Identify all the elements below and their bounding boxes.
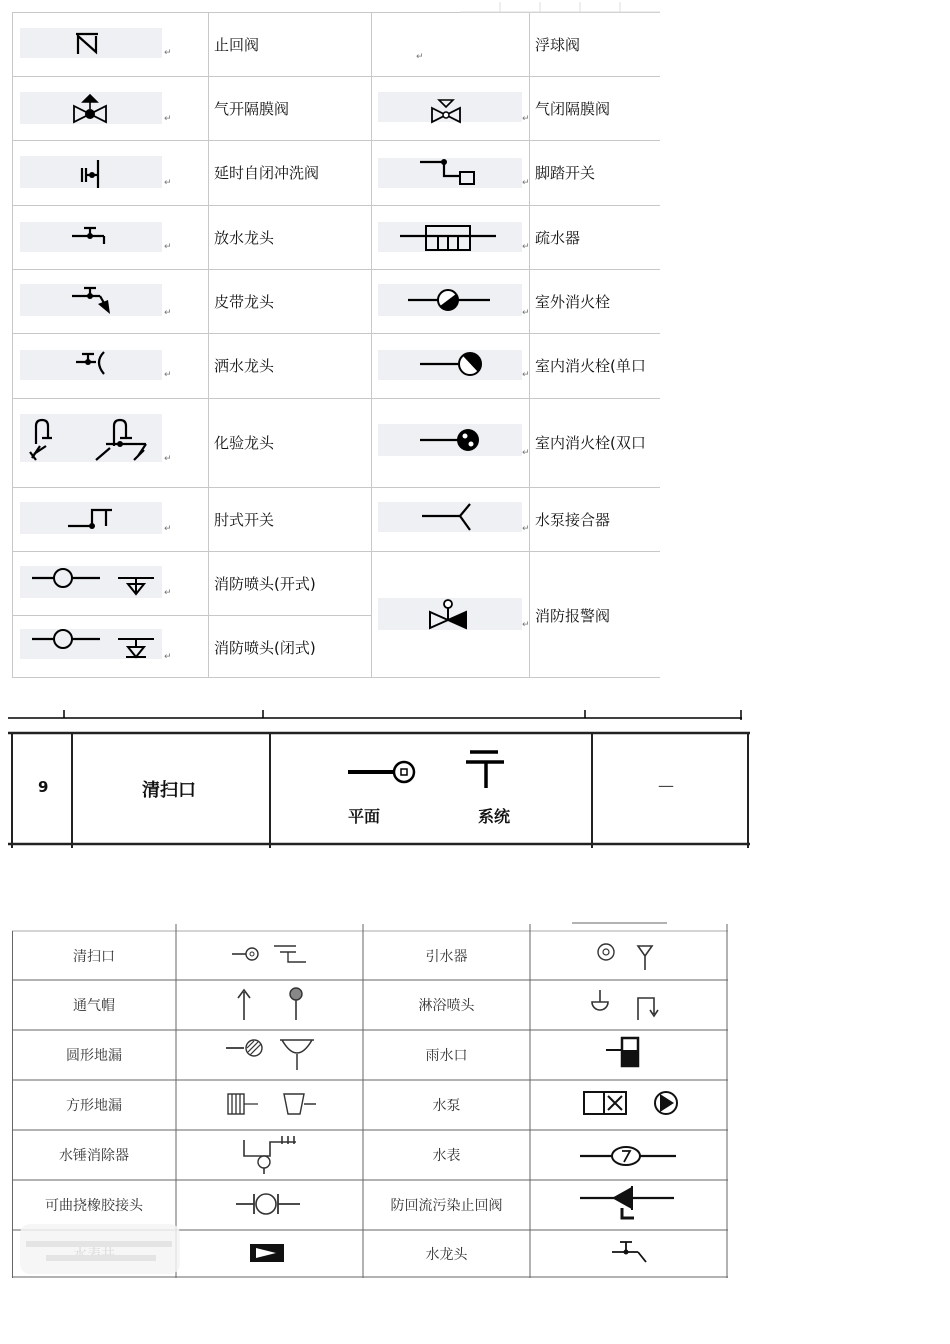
- table1-row-line: [12, 398, 660, 399]
- label-air-open-diaphragm-valve: 气开隔膜阀: [214, 100, 290, 118]
- remark: —: [658, 776, 674, 795]
- label-open-sprinkler: 消防喷头(开式): [214, 575, 316, 593]
- return-mark: ↵: [522, 114, 530, 124]
- label-foot-switch: 脚踏开关: [535, 164, 596, 182]
- fire-alarm-valve-icon: [426, 598, 476, 632]
- steam-trap-icon: [398, 224, 498, 252]
- hose-faucet-icon: [70, 284, 120, 318]
- table1-row-line: [12, 76, 660, 77]
- water-pump-icon: [582, 1088, 692, 1120]
- label-vent-cap: 通气帽: [73, 998, 115, 1014]
- label-indoor-hydrant-double: 室内消火栓(双口: [535, 434, 646, 452]
- label-backflow-preventer: 防回流污染止回阀: [390, 1198, 503, 1214]
- label-closed-sprinkler: 消防喷头(闭式): [214, 639, 316, 657]
- water-meter-icon: [578, 1142, 688, 1172]
- check-valve-icon: [72, 32, 112, 56]
- water-diverter-icon: [592, 940, 662, 972]
- table1-row-line: [12, 487, 660, 488]
- backflow-preventer-icon: [578, 1184, 688, 1224]
- pump-adapter-icon: [420, 502, 480, 534]
- label-cleanout: 清扫口: [73, 948, 115, 965]
- table1-row-line: [12, 205, 660, 206]
- return-mark: ↵: [522, 448, 530, 458]
- table1-row-line: [12, 269, 660, 270]
- label-water-diverter: 引水器: [425, 948, 468, 965]
- table1-col-line: [12, 12, 13, 678]
- label-indoor-hydrant-single: 室内消火栓(单口: [535, 357, 646, 375]
- drain-faucet-icon: [70, 224, 116, 248]
- symbol-table-1: [12, 12, 660, 678]
- open-sprinkler-icon: [30, 568, 160, 598]
- return-mark: ↵: [164, 114, 172, 124]
- label-water-pump: 水泵: [432, 1098, 461, 1114]
- indoor-hydrant-double-icon: [418, 426, 498, 456]
- cleanout-icon: [230, 942, 314, 970]
- return-mark: ↵: [164, 524, 172, 534]
- label-elbow-switch: 肘式开关: [214, 511, 275, 529]
- label-water-meter: 水表: [432, 1148, 461, 1164]
- label-rain-inlet: 雨水口: [425, 1048, 468, 1064]
- cleanout-table: [8, 708, 750, 858]
- return-mark: ↵: [522, 620, 530, 630]
- table1-row-line: [12, 551, 660, 552]
- label-check-valve: 止回阀: [214, 36, 260, 54]
- return-mark: ↵: [522, 242, 530, 252]
- outdoor-hydrant-icon: [404, 286, 494, 316]
- air-open-diaphragm-valve-icon: [68, 94, 112, 124]
- label-fire-alarm-valve: 消防报警阀: [535, 607, 611, 625]
- return-mark: ↵: [164, 308, 172, 318]
- return-mark: ↵: [164, 652, 172, 662]
- closed-sprinkler-icon: [30, 629, 160, 659]
- label-faucet: 水龙头: [425, 1246, 468, 1263]
- return-mark: ↵: [164, 370, 172, 380]
- label-shower-head: 淋浴喷头: [418, 998, 475, 1014]
- table-fragment: [460, 2, 660, 14]
- delay-flush-valve-icon: [78, 158, 108, 188]
- foot-switch-icon: [418, 156, 482, 188]
- meter-well-icon: [248, 1240, 288, 1268]
- label-float-valve: 浮球阀: [535, 36, 581, 54]
- faucet-icon: [610, 1238, 656, 1268]
- square-floor-drain-icon: [224, 1090, 320, 1120]
- label-steam-trap: 疏水器: [535, 229, 581, 247]
- return-mark: ↵: [522, 524, 530, 534]
- label-square-floor-drain: 方形地漏: [66, 1098, 122, 1114]
- elbow-switch-icon: [66, 504, 116, 534]
- table1-col-line: [529, 12, 530, 678]
- return-mark: ↵: [164, 48, 172, 58]
- air-close-diaphragm-valve-icon: [426, 96, 466, 124]
- system-label: 系统: [478, 807, 511, 826]
- label-lab-faucet: 化验龙头: [214, 434, 275, 452]
- cleanout-system-icon: [464, 748, 514, 792]
- table1-row-line: [12, 333, 660, 334]
- label-drain-faucet: 放水龙头: [214, 229, 275, 247]
- label-hose-faucet: 皮带龙头: [214, 293, 275, 311]
- return-mark: ↵: [164, 588, 172, 598]
- rain-inlet-icon: [604, 1034, 654, 1072]
- cleanout-name: 清扫口: [142, 780, 196, 801]
- return-mark: ↵: [522, 308, 530, 318]
- label-air-close-diaphragm-valve: 气闭隔膜阀: [535, 100, 611, 118]
- indoor-hydrant-single-icon: [418, 350, 498, 380]
- table1-row-line: [12, 677, 660, 678]
- return-mark: ↵: [522, 178, 530, 188]
- water-hammer-arrester-icon: [240, 1134, 306, 1178]
- lab-faucet-icon: [26, 416, 156, 466]
- flexible-rubber-joint-icon: [234, 1190, 304, 1220]
- label-flexible-rubber-joint: 可曲挠橡胶接头: [45, 1198, 143, 1214]
- table1-row-line: [12, 615, 371, 616]
- cleanout-plan-icon: [346, 756, 436, 786]
- return-mark: ↵: [164, 454, 172, 464]
- label-delay-flush-valve: 延时自闭冲洗阀: [214, 164, 320, 182]
- vent-cap-icon: [232, 984, 312, 1024]
- table1-col-line: [371, 12, 372, 678]
- return-mark: ↵: [164, 242, 172, 252]
- return-mark: ↵: [522, 370, 530, 380]
- label-water-hammer-arrester: 水锤消除器: [59, 1148, 129, 1164]
- label-sprinkler-faucet: 洒水龙头: [214, 357, 275, 375]
- return-mark: ↵: [416, 52, 424, 62]
- label-outdoor-hydrant: 室外消火栓: [535, 293, 611, 311]
- label-pump-adapter: 水泵接合器: [535, 511, 611, 529]
- sprinkler-faucet-icon: [74, 350, 118, 380]
- return-mark: ↵: [164, 178, 172, 188]
- table1-row-line: [12, 140, 660, 141]
- shower-head-icon: [590, 986, 670, 1026]
- label-round-floor-drain: 圆形地漏: [66, 1048, 122, 1064]
- plan-label: 平面: [348, 807, 381, 826]
- table1-col-line: [208, 12, 209, 678]
- watermark-logo: [16, 1222, 186, 1278]
- round-floor-drain-icon: [224, 1036, 320, 1074]
- row-number: 9: [38, 778, 49, 796]
